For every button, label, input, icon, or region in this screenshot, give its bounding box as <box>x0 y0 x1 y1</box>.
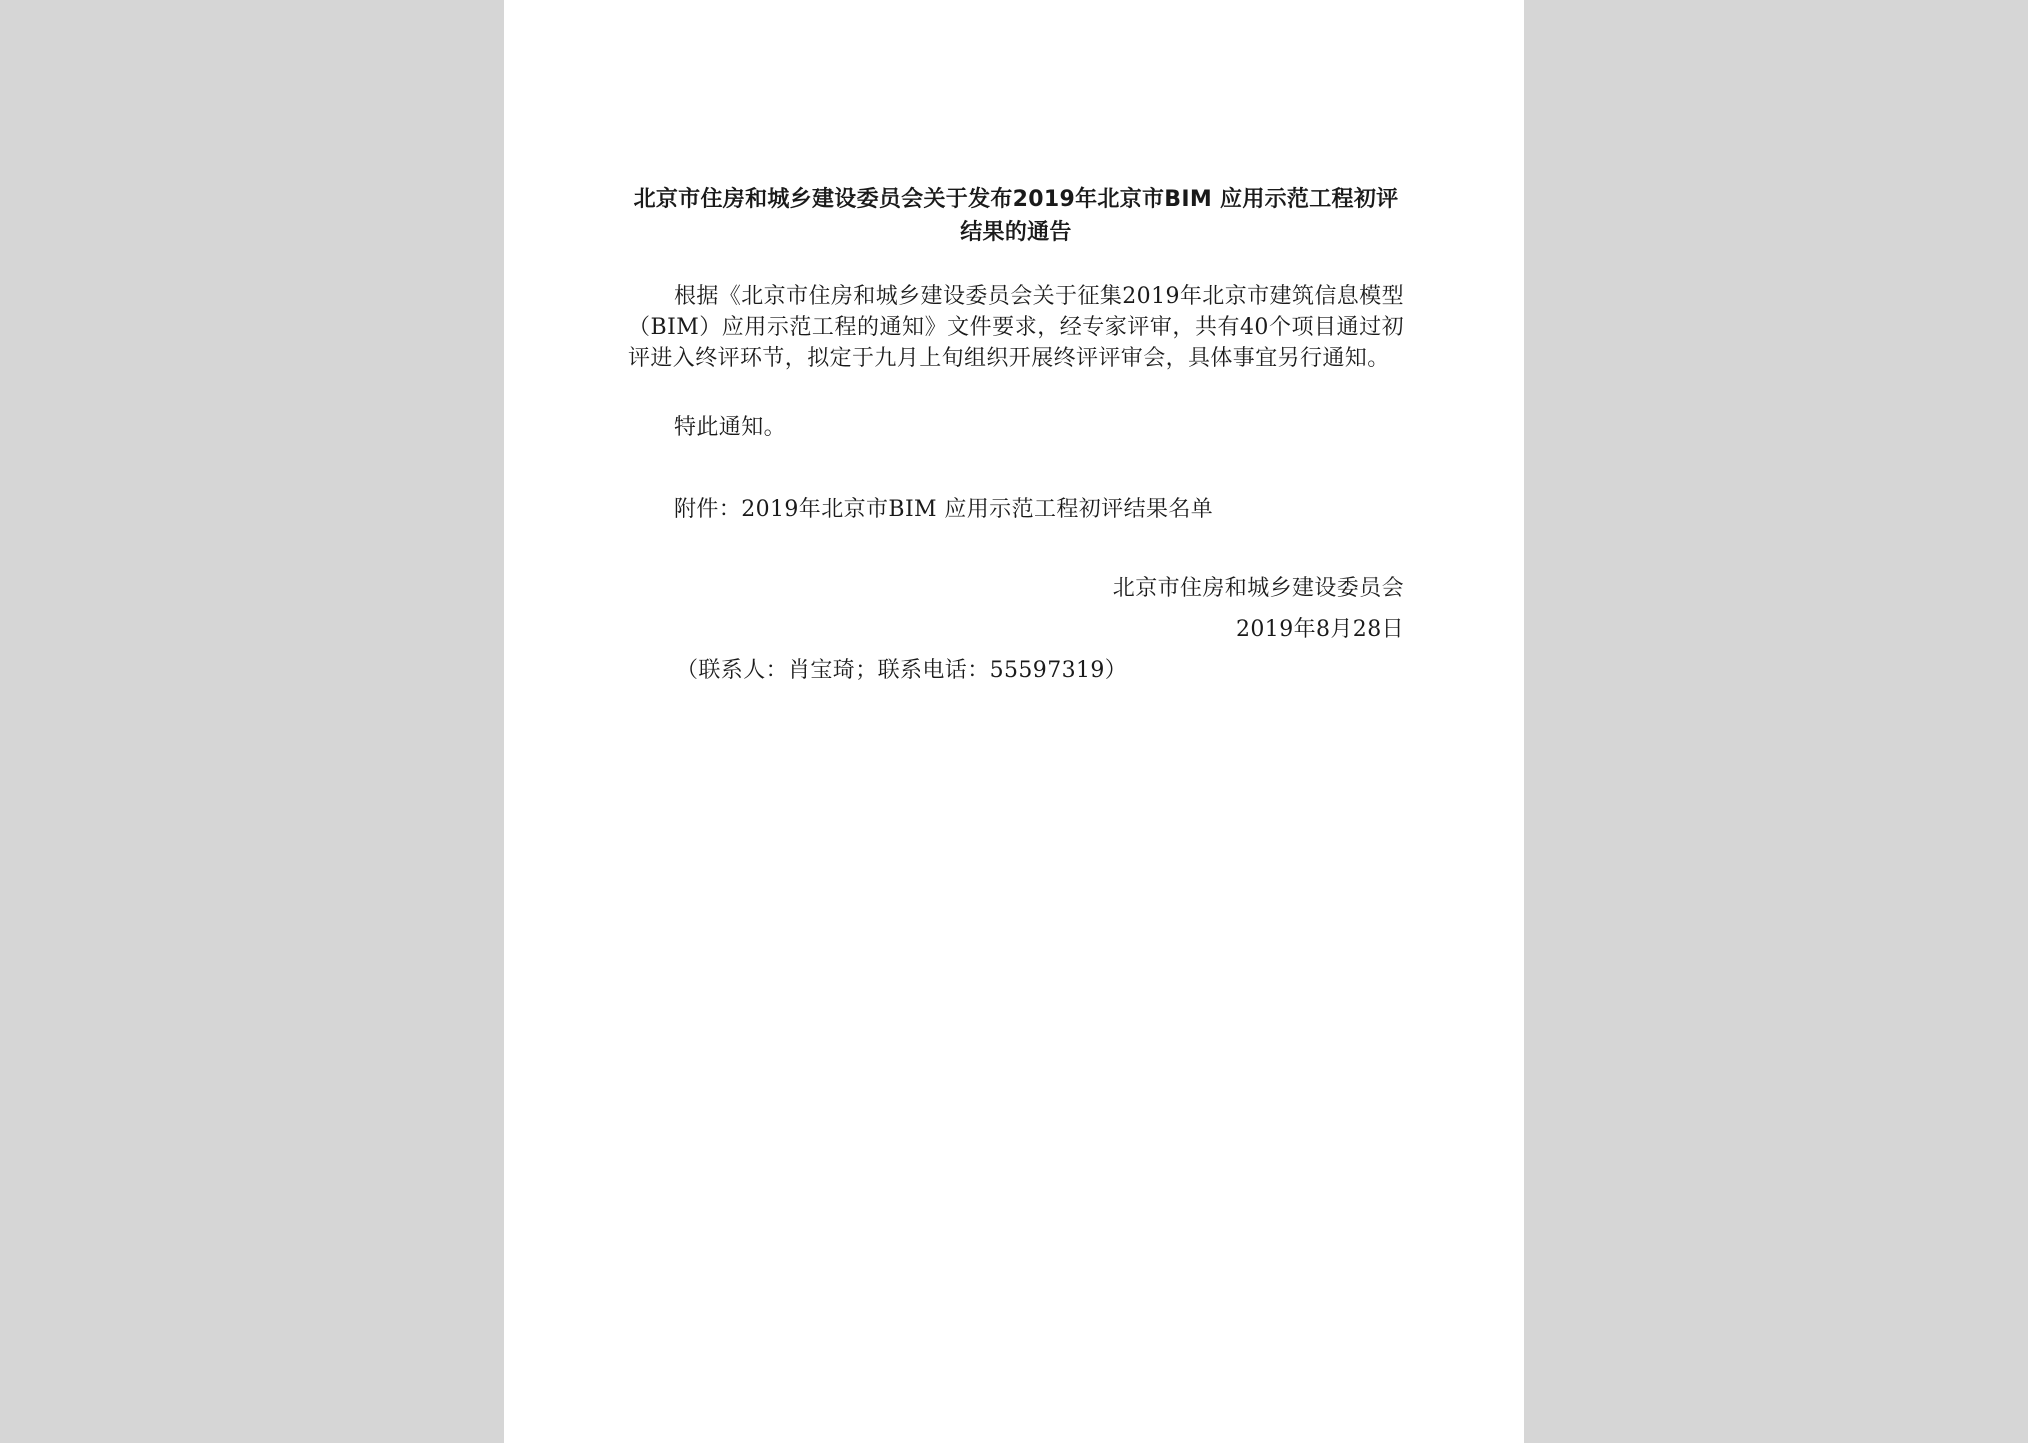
contact-info: （联系人：肖宝琦；联系电话：55597319） <box>676 658 1128 683</box>
document-title: 北京市住房和城乡建设委员会关于发布2019年北京市BIM 应用示范工程初评结果的通告 <box>633 187 1399 245</box>
signature-organization: 北京市住房和城乡建设委员会 <box>1112 576 1404 601</box>
closing-paragraph: 特此通知。 <box>674 415 787 440</box>
document-page <box>504 0 1524 1443</box>
body-paragraph: 根据《北京市住房和城乡建设委员会关于征集2019年北京市建筑信息模型（BIM）应用示范工程的通知》文件要求，经专家评审，共有40个项目通过初评进入终评环节，拟定于九月上旬组织开展终评评审会，具体事宜另行通知。 <box>628 284 1404 371</box>
attachment-line: 附件：2019年北京市BIM 应用示范工程初评结果名单 <box>674 497 1214 522</box>
signature-date: 2019年8月28日 <box>1236 617 1404 642</box>
